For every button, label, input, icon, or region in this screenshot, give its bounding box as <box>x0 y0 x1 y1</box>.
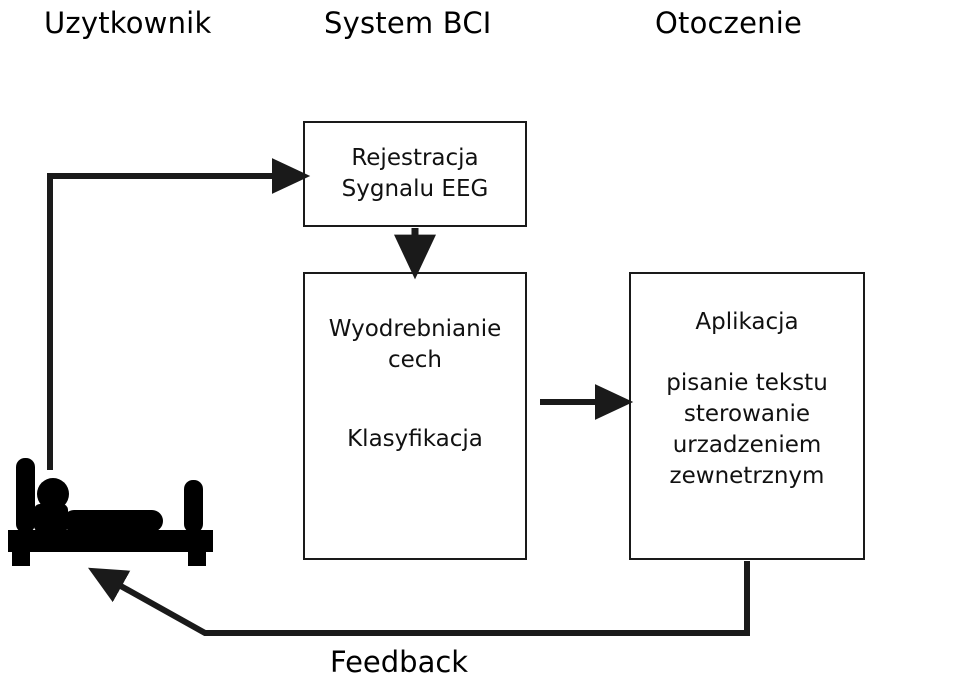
box-processing <box>303 272 527 560</box>
box-processing-line2: cech <box>387 347 443 374</box>
arrow-feedback-to-user <box>110 561 747 633</box>
column-header-bci: System BCI <box>324 6 492 40</box>
user-in-bed-icon <box>8 452 213 567</box>
box-processing-line3: Klasyfikacja <box>347 426 483 453</box>
box-eeg-line1: Rejestracja <box>351 144 479 171</box>
box-application-line3: urzadzeniem <box>672 432 822 459</box>
box-application-line1: pisanie tekstu <box>666 370 828 397</box>
box-eeg-line2: Sygnalu EEG <box>341 176 489 202</box>
arrow-user-to-eeg <box>50 176 285 470</box>
box-eeg-recording <box>303 121 527 227</box>
feedback-label: Feedback <box>330 645 469 679</box>
box-application-line4: zewnetrznym <box>669 463 825 490</box>
box-application-line2: sterowanie <box>683 401 811 428</box>
column-header-user: Uzytkownik <box>44 6 212 40</box>
column-header-environment: Otoczenie <box>655 6 803 40</box>
box-application <box>629 272 865 560</box>
box-application-title: Aplikacja <box>695 309 799 335</box>
box-processing-line1: Wyodrebnianie <box>328 316 502 342</box>
